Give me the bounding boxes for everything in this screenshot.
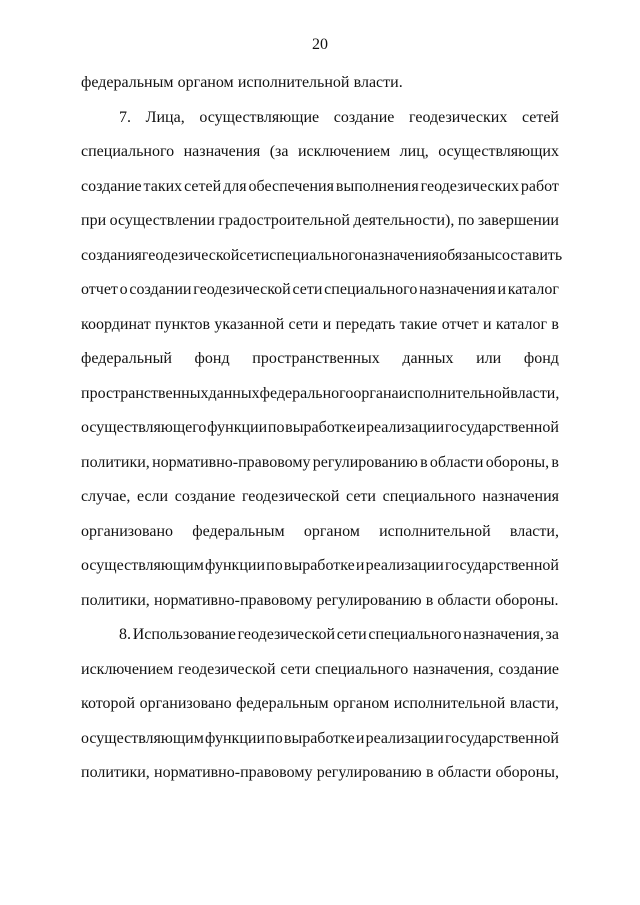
text-line: пространственных данных федерального органа исполнительной власти, xyxy=(81,384,560,402)
text-line: политики, нормативно-правовому регулированию в области обороны, в xyxy=(81,453,559,471)
paragraph xyxy=(81,72,559,107)
page-number: 20 xyxy=(312,36,328,53)
paragraph xyxy=(81,107,563,625)
text-line: осуществляющего функции по выработке и реализации государственной xyxy=(81,419,559,436)
text-line: организовано федеральным органом исполнительной власти, xyxy=(81,522,559,540)
text-line: осуществляющим функции по выработке и реализации государственной xyxy=(81,729,559,747)
text-line: координат пунктов указанной сети и передать такие отчет и каталог в xyxy=(81,315,559,333)
text-line: специального назначения (за исключением лиц, осуществляющих xyxy=(81,143,559,160)
text-line: исключением геодезической сети специального назначения, создание xyxy=(81,660,559,678)
text-line: политики, нормативно-правовому регулированию в области обороны. xyxy=(81,591,559,609)
text-line: отчет о создании геодезической сети специального назначения и каталог xyxy=(81,281,559,298)
text-line: 7. Лица, осуществляющие создание геодезических сетей xyxy=(119,108,559,126)
text-line: осуществляющим функции по выработке и реализации государственной xyxy=(81,557,559,574)
text-line: случае, если создание геодезической сети специального назначения xyxy=(81,488,559,505)
text-line: федеральный фонд пространственных данных или фонд xyxy=(81,350,559,367)
paragraph xyxy=(81,624,559,797)
text-line: создание таких сетей для обеспечения выполнения геодезических работ xyxy=(81,177,559,195)
text-line: при осуществлении градостроительной деятельности), по завершении xyxy=(81,212,559,229)
text-line: политики, нормативно-правовому регулированию в области обороны, xyxy=(81,764,559,781)
text-line: федеральным органом исполнительной власти. xyxy=(81,74,403,91)
text-line: 8. Использование геодезической сети специального назначения, за xyxy=(119,626,559,643)
text-line: создания геодезической сети специального назначения обязаны составить xyxy=(81,246,563,264)
text-line: которой организовано федеральным органом исполнительной власти, xyxy=(81,695,559,712)
document-body xyxy=(81,72,563,797)
